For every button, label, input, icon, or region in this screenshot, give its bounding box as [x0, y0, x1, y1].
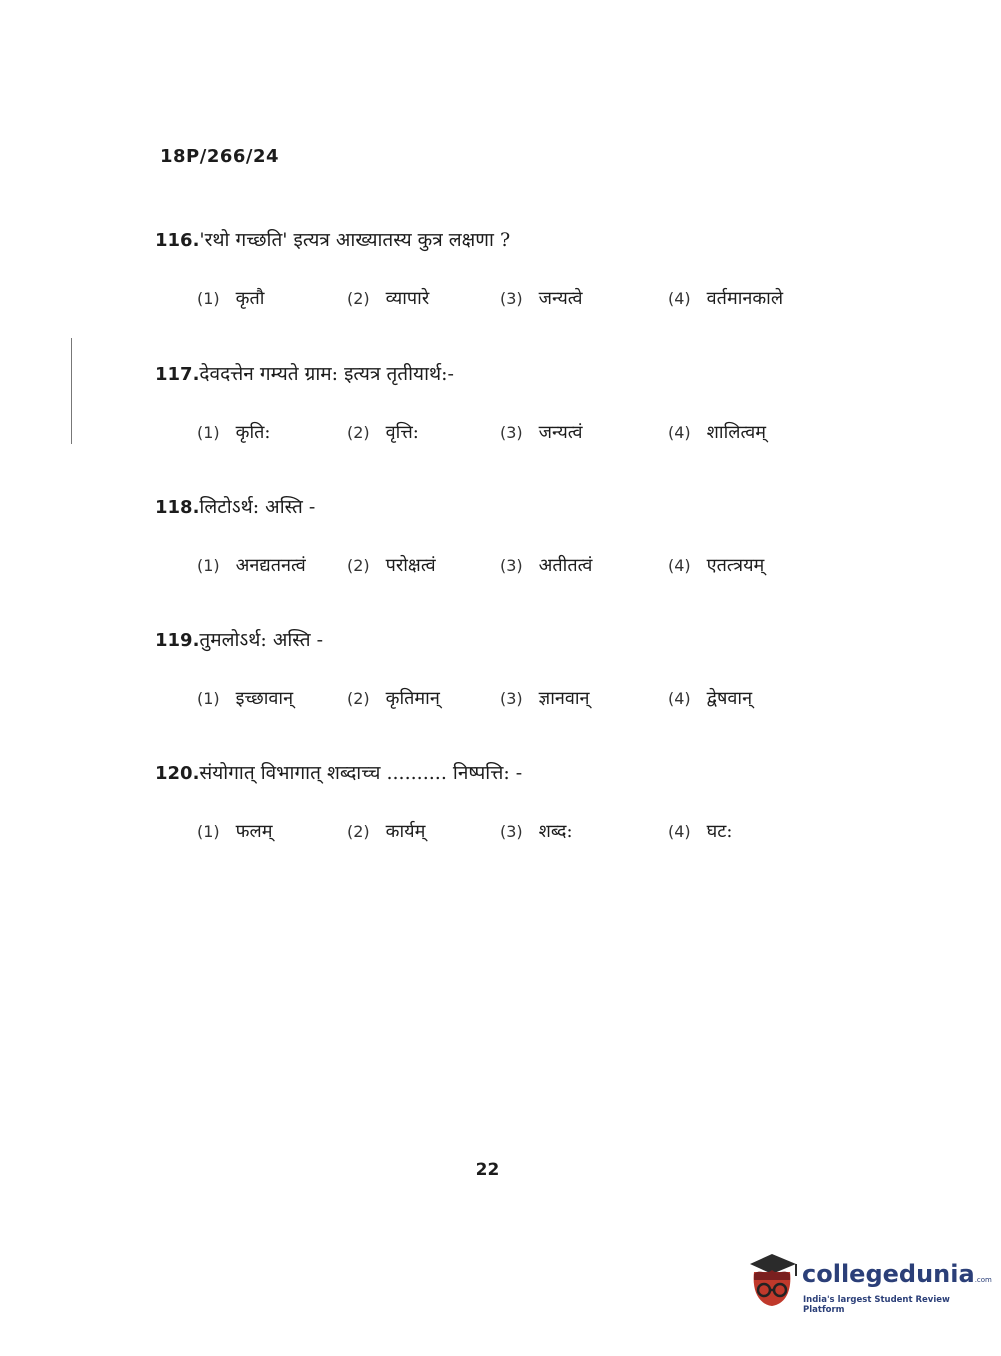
- question-120: [155, 759, 915, 849]
- option-2: (2) वृत्ति:: [347, 422, 419, 443]
- option-2: (2) कार्यम्: [347, 821, 426, 842]
- option-3: (3) शब्द:: [500, 821, 573, 842]
- options-row: [155, 819, 915, 849]
- options-row: [155, 686, 915, 716]
- option-1: (1) कृतौ: [197, 288, 265, 309]
- question-text: 'रथो गच्छति' इत्यत्र आख्यातस्य कुत्र लक्षणा ?: [199, 229, 511, 251]
- option-4: (4) एतत्त्रयम्: [668, 555, 765, 576]
- question-number: 117.: [155, 364, 200, 385]
- option-2: (2) परोक्षत्वं: [347, 555, 436, 576]
- question-119: [155, 626, 915, 716]
- question-number: 116.: [155, 230, 200, 251]
- question-text: तुमलोऽर्थ: अस्ति -: [199, 629, 323, 651]
- option-2: (2) व्यापारे: [347, 288, 430, 309]
- logo-tagline: India's largest Student Review Platform: [803, 1295, 950, 1315]
- question-116: [155, 226, 915, 316]
- options-row: [155, 420, 915, 450]
- logo-name: collegedunia: [802, 1260, 975, 1288]
- option-4: (4) द्वेषवान्: [668, 688, 753, 709]
- option-2: (2) कृतिमान्: [347, 688, 440, 709]
- collegedunia-logo: [742, 1250, 992, 1320]
- option-1: (1) अनद्यतनत्वं: [197, 555, 306, 576]
- question-number: 120.: [155, 763, 200, 784]
- option-3: (3) ज्ञानवान्: [500, 688, 590, 709]
- option-4: (4) शालित्वम्: [668, 422, 766, 443]
- option-1: (1) इच्छावान्: [197, 688, 294, 709]
- question-text: संयोगात् विभागात् शब्दाच्च .......... निष्पत्ति: -: [199, 762, 523, 784]
- question-117: [155, 360, 915, 450]
- paper-code: 18P/266/24: [160, 146, 280, 167]
- option-1: (1) फलम्: [197, 821, 273, 842]
- margin-line: [71, 338, 72, 444]
- question-118: [155, 493, 915, 583]
- option-3: (3) जन्यत्वे: [500, 288, 583, 309]
- options-row: [155, 286, 915, 316]
- option-4: (4) घट:: [668, 821, 733, 842]
- page-number: 22: [475, 1160, 500, 1180]
- options-row: [155, 553, 915, 583]
- option-4: (4) वर्तमानकाले: [668, 288, 784, 309]
- question-number: 118.: [155, 497, 200, 518]
- question-number: 119.: [155, 630, 200, 651]
- logo-domain-suffix: .com: [974, 1276, 992, 1284]
- option-3: (3) जन्यत्वं: [500, 422, 583, 443]
- option-3: (3) अतीतत्वं: [500, 555, 593, 576]
- question-text: लिटोऽर्थ: अस्ति -: [199, 496, 316, 518]
- option-1: (1) कृति:: [197, 422, 271, 443]
- graduate-mascot-icon: [742, 1250, 800, 1314]
- question-text: देवदत्तेन गम्यते ग्राम: इत्यत्र तृतीयार्थ:-: [199, 363, 454, 385]
